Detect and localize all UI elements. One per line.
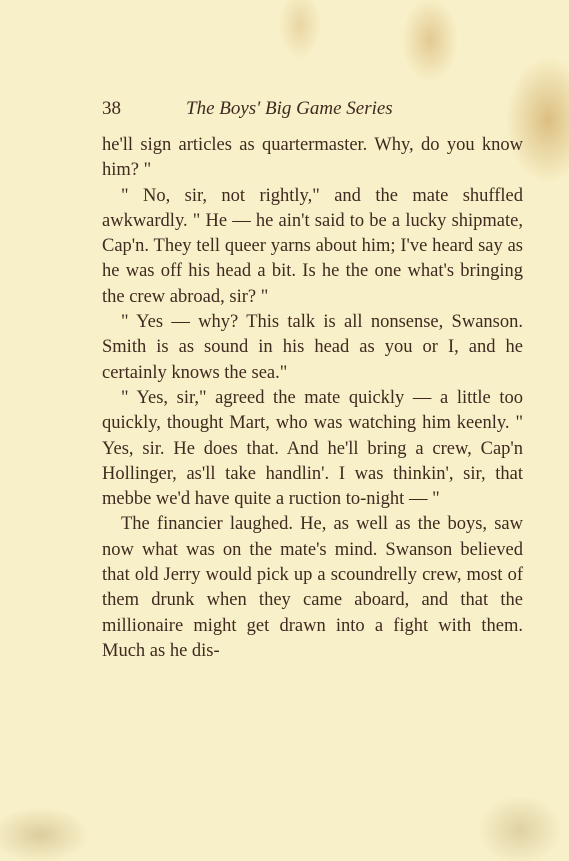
running-title: The Boys' Big Game Series	[186, 98, 393, 119]
paragraph-4: " Yes, sir," agreed the mate quickly — a little too quickly, thought Mart, who was watching him keenly. " Yes, sir. He does that. And he'll bring a crew, Cap'n Hollinger, as'll take handlin'. I was thinkin', sir, that mebbe we'd have quite a ruction to-night — "	[102, 387, 523, 510]
paragraph-5: The financier laughed. He, as well as the boys, saw now what was on the mate's mind. Swanson believed that old Jerry would pick up a scoundrelly crew, most of them drunk when they came aboard, and that the millionaire might get drawn into a fight with them. Much as he dis-	[102, 514, 523, 661]
paragraph-3: " Yes — why? This talk is all nonsense, Swanson. Smith is as sound in his head as you or I, and he certainly knows the sea."	[102, 312, 523, 383]
paragraph-2: " No, sir, not rightly," and the mate shuffled awkwardly. " He — he ain't said to be a lucky shipmate, Cap'n. They tell queer yarns about him; I've heard say as he was off his head a bit. Is he the one what's bringing the crew abroad, sir? "	[102, 185, 523, 307]
page-number: 38	[102, 98, 121, 119]
page-header	[102, 98, 511, 124]
body-text	[102, 133, 523, 664]
paragraph-1: he'll sign articles as quartermaster. Why, do you know him? "	[102, 135, 523, 181]
